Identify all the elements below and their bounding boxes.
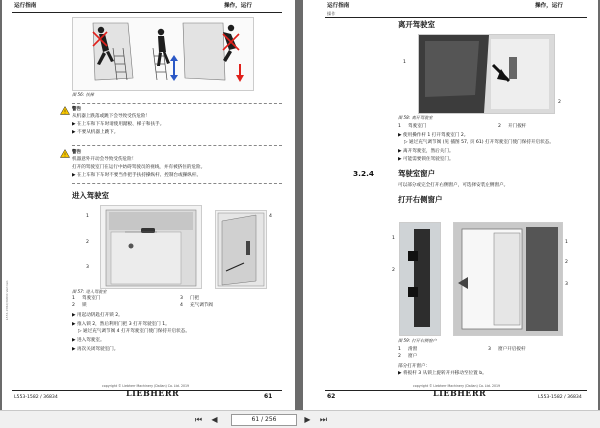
warning-label: 警告 <box>72 150 82 155</box>
figure-label: 1 <box>86 214 89 219</box>
warning-2-line-2: 打开的驾驶室门在运行中妨碍驾驶员的视线，并有被挤住的危险。 <box>72 165 206 170</box>
legend-text: 充气调节阀 <box>190 303 213 308</box>
step-result: ▷ 通过充气调节阀 (见 插图 57, 页 61) 打开驾驶室门使门保持开启状态。 <box>404 140 554 145</box>
page-number: 61 <box>264 393 273 400</box>
liebherr-logo: LIEBHERR <box>433 388 487 398</box>
ladder-figure <box>72 17 254 91</box>
warning-rule <box>72 183 282 184</box>
cab-door-illustration <box>101 206 201 288</box>
warning-1-line-1: 从机器上跌落或跳下会导致受伤危险！ <box>72 114 151 119</box>
legend-text: 滑窗 <box>408 347 418 352</box>
door-open-figure <box>215 210 267 289</box>
figure-label: 1 <box>392 236 395 241</box>
page-number: 62 <box>327 393 336 400</box>
step-result: ▷ 通过充气调节阀 4 打开驾驶室门使门保持开启状态。 <box>78 329 190 334</box>
header-rule <box>325 17 587 18</box>
window-figure <box>453 222 563 336</box>
subsection-title: 驾驶室窗户 <box>398 169 435 178</box>
window-photo <box>454 223 562 335</box>
figure-56-caption: 图 56: 扶梯 <box>72 92 94 97</box>
warning-label: 警告 <box>72 107 82 112</box>
cab-exit-photo <box>419 35 554 113</box>
figure-label: 4 <box>269 214 272 219</box>
legend-number: 3 <box>180 296 183 301</box>
previous-page-icon[interactable]: ◀ <box>211 415 218 424</box>
figure-label: 2 <box>392 268 395 273</box>
legend-number: 2 <box>498 124 501 129</box>
warning-triangle-icon <box>60 106 70 115</box>
legend-text: 窗户开启扳杆 <box>498 347 526 352</box>
legend-number: 1 <box>72 296 75 301</box>
side-note: L553-1582/36834 Vertrieb <box>5 280 9 320</box>
doc-id: L553-1582 / 36834 <box>14 395 58 400</box>
legend-text: 驾驶室门 <box>82 296 101 301</box>
viewer-toolbar <box>0 410 600 428</box>
next-page-icon[interactable]: ▶ <box>304 415 311 424</box>
ladder-illustration <box>73 18 253 90</box>
step: ▶ 将扳杆 3 从锁上旋转开并移动至位置 b。 <box>398 371 487 376</box>
header-rule <box>12 12 282 13</box>
svg-text:!: ! <box>63 152 67 158</box>
page-header-right: 操作，运行 <box>224 3 252 9</box>
copyright: copyright © Liebherr Machinery (Dalian) Co. Ltd. 2019 <box>413 384 501 388</box>
doc-id: L553-1582 / 36834 <box>538 395 582 400</box>
page-number-input[interactable]: 61 / 256 <box>231 414 297 426</box>
figure-label: 3 <box>86 265 89 270</box>
cab-exit-figure <box>418 34 555 114</box>
page-header-right: 操作，运行 <box>535 3 563 9</box>
step: ▶ 使用操作杆 1 打开驾驶室门 2。 <box>398 133 469 138</box>
step: ▶ 离开驾驶室，然后关门。 <box>398 149 454 154</box>
step: ▶ 可能需要锁住驾驶室门。 <box>398 157 454 162</box>
warning-triangle-icon <box>60 149 70 158</box>
legend-text: 锁 <box>82 303 87 308</box>
partial-open-text: 部分打开窗户： <box>398 364 431 369</box>
svg-text:!: ! <box>63 109 67 115</box>
legend-number: 2 <box>398 354 401 359</box>
section-title: 离开驾驶室 <box>398 20 435 29</box>
legend-text: 开门扳杆 <box>508 124 527 129</box>
liebherr-logo: LIEBHERR <box>126 388 180 398</box>
last-page-icon[interactable]: ⏭ <box>319 415 328 424</box>
section-title: 进入驾驶室 <box>72 191 109 200</box>
subsection-text: 可以部分或完全打开右侧窗户，可选择安装左侧窗户。 <box>398 183 509 188</box>
legend-number: 1 <box>398 124 401 129</box>
step: ▶ 推入锁 2，然后利用门把 3 打开驾驶室门 1。 <box>72 322 170 327</box>
door-open-illustration <box>216 211 266 288</box>
window-latch-photo <box>400 223 440 335</box>
step: ▶ 用起动钥匙打开锁 2。 <box>72 313 123 318</box>
step: ▶ 进入驾驶室。 <box>72 338 105 343</box>
legend-number: 4 <box>180 303 183 308</box>
legend-text: 驾驶室门 <box>408 124 427 129</box>
figure-57-caption: 图 57: 进入驾驶室 <box>72 289 107 294</box>
page-header-left: 运行指南 <box>327 3 350 9</box>
legend-text: 门把 <box>190 296 200 301</box>
warning-rule <box>72 145 282 146</box>
figure-59-caption: 图 59: 打开右侧窗户 <box>398 338 437 343</box>
warning-1-line-3: ▶ 不要从机器上跳下。 <box>72 130 119 135</box>
figure-label: 2 <box>565 260 568 265</box>
subsection-number: 3.2.4 <box>353 169 375 178</box>
page-header-sub: 操作 <box>327 11 336 16</box>
copyright: copyright © Liebherr Machinery (Dalian) Co. Ltd. 2019 <box>102 384 190 388</box>
legend-number: 1 <box>398 347 401 352</box>
figure-label: 3 <box>565 282 568 287</box>
warning-1-line-2: ▶ 在上车和下车时请使用踏板、梯子和扶手。 <box>72 122 165 127</box>
first-page-icon[interactable]: ⏮ <box>194 415 203 424</box>
step: ▶ 再次关闭驾驶室门。 <box>72 347 119 352</box>
legend-number: 3 <box>488 347 491 352</box>
legend-text: 窗户 <box>408 354 418 359</box>
window-latch-figure <box>399 222 441 336</box>
right-page <box>303 0 598 410</box>
warning-2-line-3: ▶ 在上车和下车时不要当作把手扶持操纵杆、控制台或操纵杆。 <box>72 173 202 178</box>
figure-58-caption: 图 58: 离开驾驶室 <box>398 115 433 120</box>
figure-label: 2 <box>558 100 561 105</box>
figure-label: 1 <box>403 60 406 65</box>
figure-label: 2 <box>86 240 89 245</box>
page-header-left: 运行指南 <box>14 3 37 9</box>
warning-2-line-1: 机器意外开动会导致受伤危险！ <box>72 157 137 162</box>
legend-number: 2 <box>72 303 75 308</box>
cab-door-figure <box>100 205 202 289</box>
open-window-title: 打开右侧窗户 <box>398 195 443 204</box>
warning-rule <box>72 103 282 104</box>
left-page <box>2 0 295 410</box>
figure-label: 1 <box>565 240 568 245</box>
